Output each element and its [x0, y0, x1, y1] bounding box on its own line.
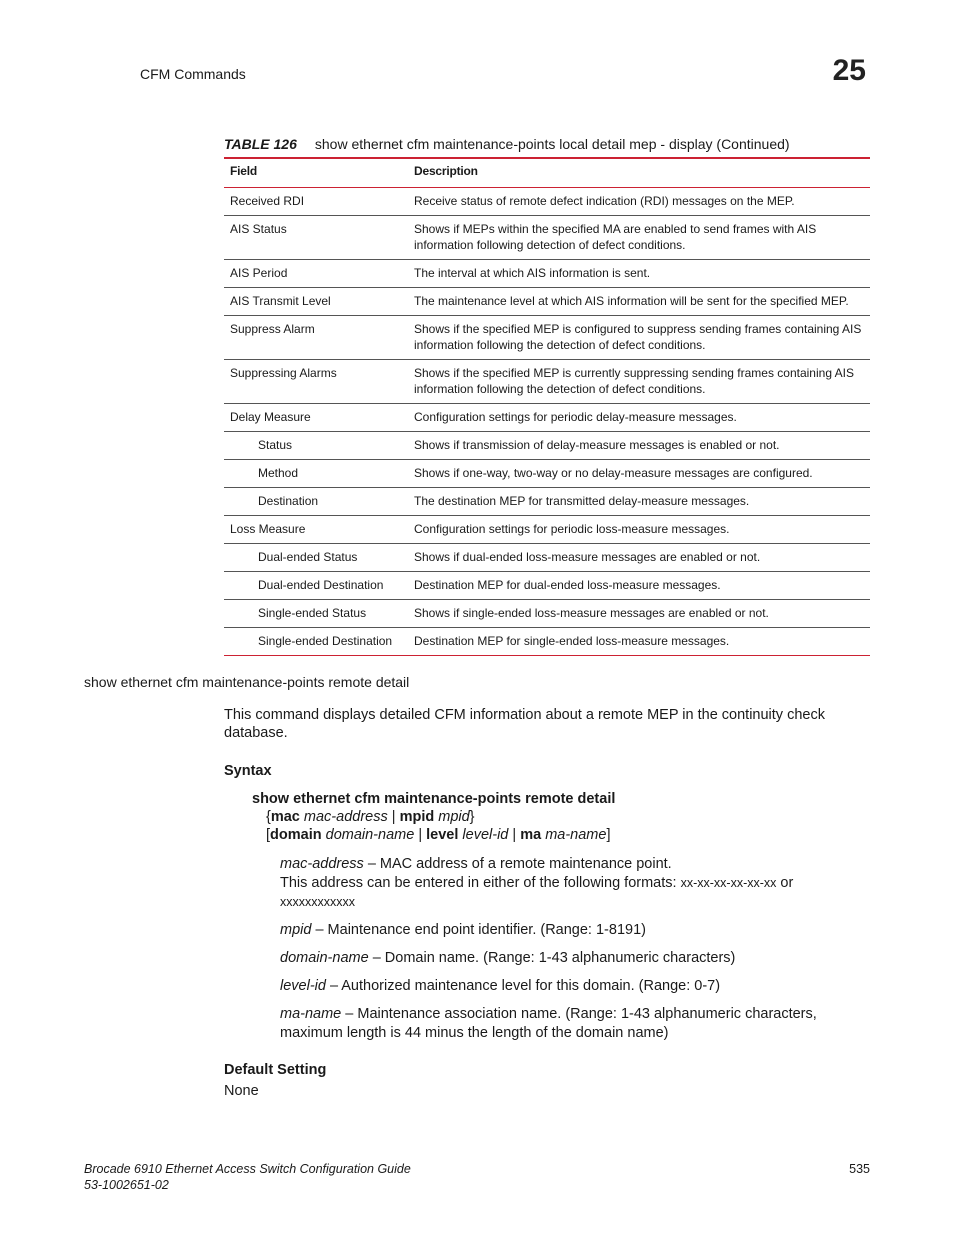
syntax-bracket-close: ] [606, 827, 611, 843]
column-header-field: Field [224, 158, 408, 188]
table-cell-field: Suppressing Alarms [224, 360, 408, 404]
table-row [224, 316, 870, 360]
table-label: TABLE 126 [224, 136, 297, 152]
syntax-bracket-open: [ [266, 827, 271, 843]
column-header-description: Description [408, 158, 870, 188]
syntax-brace-open: { [266, 809, 271, 825]
table-cell-field: AIS Status [224, 216, 408, 260]
table-body [224, 188, 870, 656]
table-cell-field: Status [224, 432, 408, 460]
table-cell-field: Dual-ended Destination [224, 572, 408, 600]
table-row [224, 360, 870, 404]
syntax-arg-mpid: mpid [438, 809, 470, 825]
command-description: This command displays detailed CFM information about a remote MEP in the continuity check database. [224, 707, 825, 741]
syntax-keyword-mpid: mpid [399, 809, 435, 825]
table-cell-description: Configuration settings for periodic delay-measure messages. [408, 404, 870, 432]
table-cell-field: Suppress Alarm [224, 316, 408, 360]
table-row [224, 216, 870, 260]
table-cell-field: Single-ended Destination [258, 634, 393, 648]
table-cell-field: Received RDI [224, 188, 408, 216]
table-cell-description: Shows if the specified MEP is currently suppressing sending frames containing AIS information following the detection of defect conditions. [408, 360, 870, 404]
param-name: mac-address [280, 856, 364, 872]
table-cell-description: Shows if one-way, two-way or no delay-measure messages are configured. [408, 460, 870, 488]
param-description: – MAC address of a remote maintenance point. [367, 856, 672, 872]
syntax-separator: | [391, 809, 396, 825]
chapter-number: 25 [832, 54, 866, 87]
param-description: – Maintenance end point identifier. (Range: 1-8191) [315, 922, 646, 938]
param-name: ma-name [280, 1006, 342, 1022]
param-domain-name [280, 949, 860, 968]
param-name: domain-name [280, 950, 369, 966]
table-cell-field: Destination [224, 488, 408, 516]
param-description-extra: This address can be entered in either of the following formats: [280, 875, 681, 891]
table-cell-field: Delay Measure [224, 404, 408, 432]
table-row [224, 288, 870, 316]
syntax-arg-mac-address: mac-address [303, 809, 388, 825]
field-description-table [224, 157, 870, 656]
param-level-id [280, 977, 860, 996]
command-heading: show ethernet cfm maintenance-points remote detail [84, 674, 410, 690]
default-setting-value: None [224, 1083, 259, 1099]
table-row [224, 516, 870, 544]
table-cell-description: Shows if MEPs within the specified MA are enabled to send frames with AIS information following detection of defect conditions. [408, 216, 870, 260]
table-row [224, 460, 870, 488]
footer-page-number: 535 [849, 1162, 870, 1176]
table-row [224, 488, 870, 516]
param-description: – Authorized maintenance level for this domain. (Range: 0-7) [329, 978, 721, 994]
table-row [224, 628, 870, 656]
syntax-brace-close: } [469, 809, 475, 825]
table-row [224, 188, 870, 216]
param-description: – Maintenance association name. (Range: 1-43 alphanumeric characters, maximum length is 44 minus the length of the domain name) [280, 1006, 817, 1041]
running-header-section: CFM Commands [140, 66, 246, 82]
param-description: – Domain name. (Range: 1-43 alphanumeric characters) [372, 950, 736, 966]
syntax-keyword-domain: domain [270, 827, 322, 843]
table-cell-description: Destination MEP for dual-ended loss-measure messages. [408, 572, 870, 600]
syntax-heading: Syntax [224, 763, 272, 779]
mac-format-dashed: xx-xx-xx-xx-xx-xx [680, 876, 777, 890]
table-row [224, 544, 870, 572]
table-cell-field: Single-ended Status [224, 600, 408, 628]
table-cell-description: Shows if dual-ended loss-measure messages are enabled or not. [408, 544, 870, 572]
table-row [224, 572, 870, 600]
table-cell-description: Shows if single-ended loss-measure messages are enabled or not. [408, 600, 870, 628]
param-mpid [280, 921, 860, 940]
table-cell-field: AIS Period [224, 260, 408, 288]
syntax-arg-level-id: level-id [462, 827, 509, 843]
table-row [224, 432, 870, 460]
table-row [224, 404, 870, 432]
syntax-line-domain-level-ma [266, 827, 610, 843]
syntax-line-mac-mpid [266, 809, 475, 825]
syntax-separator: | [512, 827, 517, 843]
syntax-separator: | [418, 827, 423, 843]
table-row [224, 260, 870, 288]
table-cell-field: Dual-ended Status [224, 544, 408, 572]
table-cell-description: Receive status of remote defect indication (RDI) messages on the MEP. [408, 188, 870, 216]
syntax-keyword-level: level [426, 827, 459, 843]
footer-doc-title: Brocade 6910 Ethernet Access Switch Configuration Guide [84, 1162, 411, 1176]
syntax-keyword-mac: mac [270, 809, 300, 825]
param-name: mpid [280, 922, 312, 938]
param-name: level-id [280, 978, 326, 994]
table-cell-field: AIS Transmit Level [224, 288, 408, 316]
table-cell-field: Method [224, 460, 408, 488]
table-caption-text: show ethernet cfm maintenance-points local detail mep - display (Continued) [314, 136, 790, 152]
table-cell-description: Shows if the specified MEP is configured to suppress sending frames containing AIS information following the detection of defect conditions. [408, 316, 870, 360]
footer-doc-number: 53-1002651-02 [84, 1178, 169, 1192]
table-cell-description: Destination MEP for single-ended loss-measure messages. [414, 634, 730, 648]
table-cell-description: The destination MEP for transmitted delay-measure messages. [408, 488, 870, 516]
mac-format-plain: xxxxxxxxxxxx [280, 895, 355, 909]
param-or: or [776, 875, 794, 891]
param-ma-name [280, 1005, 860, 1043]
table-cell-field: Loss Measure [224, 516, 408, 544]
default-setting-heading: Default Setting [224, 1062, 327, 1078]
syntax-arg-ma-name: ma-name [545, 827, 607, 843]
syntax-keyword-ma: ma [520, 827, 542, 843]
table-caption [224, 136, 870, 152]
table-cell-description: Shows if transmission of delay-measure messages is enabled or not. [408, 432, 870, 460]
table-cell-description: The interval at which AIS information is sent. [408, 260, 870, 288]
table-cell-description: The maintenance level at which AIS information will be sent for the specified MEP. [408, 288, 870, 316]
table-header-row [224, 158, 870, 188]
param-mac-address [280, 855, 860, 912]
table-cell-description: Configuration settings for periodic loss-measure messages. [408, 516, 870, 544]
table-row [224, 600, 870, 628]
syntax-command: show ethernet cfm maintenance-points remote detail [252, 791, 616, 807]
syntax-arg-domain-name: domain-name [325, 827, 415, 843]
